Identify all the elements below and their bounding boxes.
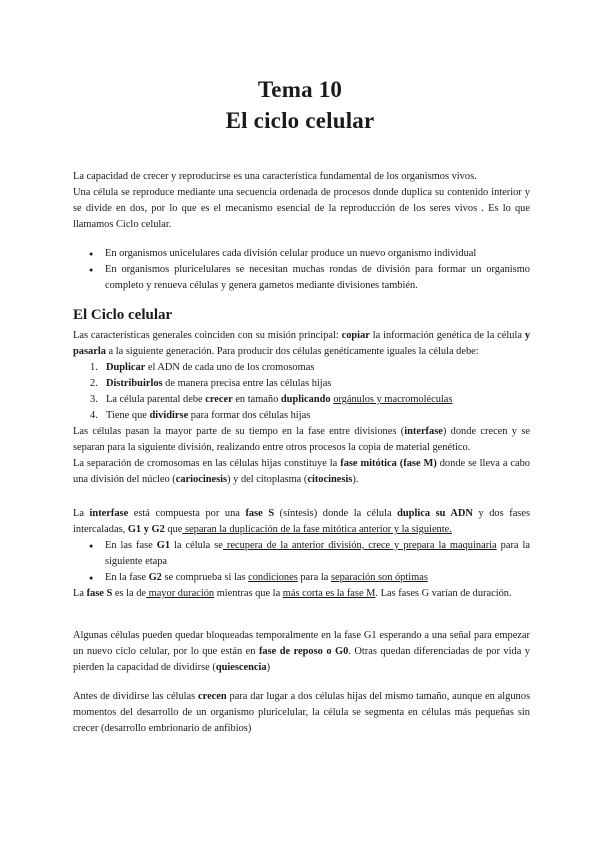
section-heading: El Ciclo celular bbox=[73, 307, 173, 323]
step-item: 3. La célula parental debe crecer en tamaño duplicando orgánulos y macromoléculas bbox=[90, 394, 453, 405]
bullet-unicellular: ● En organismos unicelulares cada división celular produce un nuevo organismo individual bbox=[73, 246, 530, 262]
phase-bullets bbox=[73, 538, 530, 586]
g0-paragraph: Algunas células pueden quedar bloqueadas temporalmente en la fase G1 esperando a una señal para empezar un nuevo ciclo celular, por lo que están en fase de reposo o G0. Otras quedan diferenciadas de por vida y pierden la capacidad de dividirse (quiescencia) bbox=[73, 630, 530, 673]
bullet-multicellular: ● En organismos pluricelulares se necesitan muchas rondas de división para formar un organismo completo y renueva células y genera gametos mediante divisiones también. bbox=[73, 262, 530, 294]
mitotic-phase-paragraph: La separación de cromosomas en las células hijas constituye la fase mitótica (fase M) donde se lleva a cabo una división del núcleo (cariocinesis) y del citoplasma (citocinesis). bbox=[73, 458, 530, 485]
intro-paragraph-1: La capacidad de crecer y reproducirse es una característica fundamental de los organismos vivos. bbox=[73, 171, 477, 182]
interphase-block bbox=[73, 506, 530, 602]
bullet-g2: ● En la fase G2 se comprueba si las condiciones para la separación son óptimas bbox=[73, 570, 530, 586]
cycle-intro-paragraph: Las características generales coinciden con su misión principal: copiar la información genética de la célula y pasarla a la siguiente generación. Para producir dos células genéticamente iguales la célula debe: bbox=[73, 330, 531, 357]
intro-paragraph-2: Una célula se reproduce mediante una secuencia ordenada de procesos donde duplica su contenido interior y se divide en dos, por lo que es el mecanismo esencial de la reproducción de los seres vivos . Es lo que llamamos Ciclo celular. bbox=[73, 187, 530, 230]
g0-block bbox=[73, 628, 530, 676]
step-item: 2. Distribuirlos de manera precisa entre las células hijas bbox=[90, 378, 332, 389]
phase-duration-paragraph: La fase S es la de mayor duración mientras que la más corta es la fase M. Las fases G varían de duración. bbox=[73, 588, 512, 599]
bullet-g1: ● En las fase G1 la célula se recupera de la anterior división, crece y prepara la maquinaria para la siguiente etapa bbox=[73, 538, 530, 570]
section-body bbox=[73, 328, 530, 488]
title-topic-number: Tema 10 bbox=[257, 77, 343, 102]
growth-block bbox=[73, 689, 530, 737]
title-topic-name: El ciclo celular bbox=[225, 108, 375, 133]
steps-list bbox=[73, 360, 530, 424]
step-item: 1. Duplicar el ADN de cada uno de los cromosomas bbox=[90, 362, 315, 373]
growth-paragraph: Antes de dividirse las células crecen para dar lugar a dos células hijas del mismo tamaño, aunque en algunos momentos del desarrollo de un organismo pluricelular, la célula se segmenta en células más pequeñas sin crecer (desarrollo embrionario de anfibios) bbox=[73, 691, 530, 734]
step-item: 4. Tiene que dividirse para formar dos células hijas bbox=[90, 410, 311, 421]
intro-block bbox=[73, 169, 530, 233]
interphase-composition-paragraph: La interfase está compuesta por una fase S (síntesis) donde la célula duplica su ADN y dos fases intercaladas, G1 y G2 que separan la duplicación de la fase mitótica anterior y la siguiente. bbox=[73, 508, 530, 535]
interphase-paragraph: Las células pasan la mayor parte de su tiempo en la fase entre divisiones (interfase) donde crecen y se separan para la siguiente división, realizando entre otros procesos la copia de material genético. bbox=[73, 426, 530, 453]
intro-bullets bbox=[73, 246, 530, 294]
